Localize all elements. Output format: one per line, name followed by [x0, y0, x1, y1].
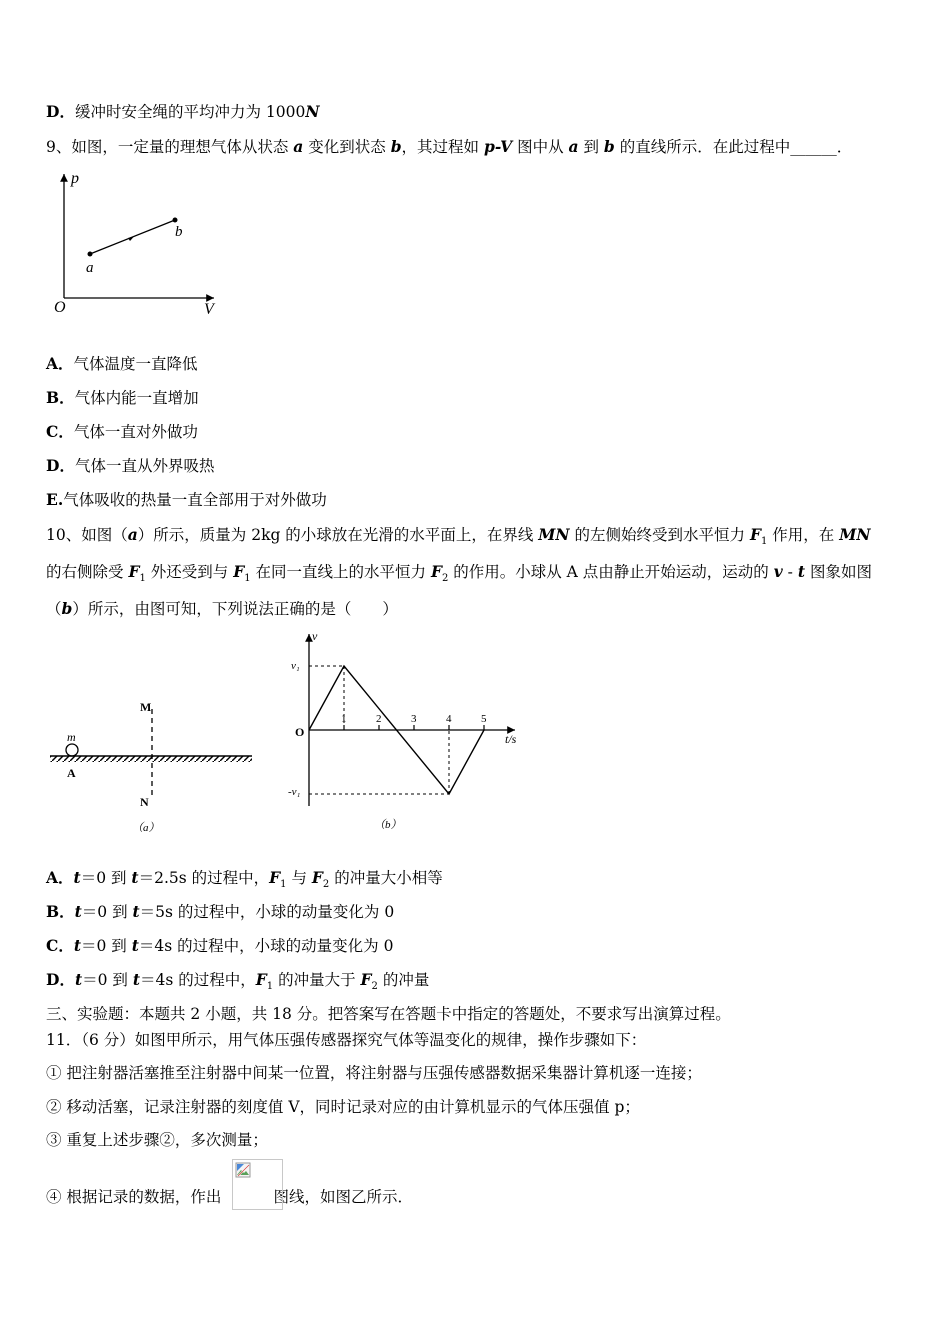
broken-image-icon: [235, 1162, 251, 1178]
label-n: N: [140, 795, 149, 809]
t-axis-label: t/s: [505, 732, 517, 746]
point-a-label: A: [67, 766, 76, 780]
origin-label: O: [54, 299, 66, 316]
q9-option-a: A．气体温度一直降低: [46, 354, 198, 373]
p-axis-label: p: [71, 170, 79, 187]
v-axis-label: V: [204, 301, 214, 318]
q9-option-b: B．气体内能一直增加: [46, 388, 199, 407]
q11-step-4: ④ 根据记录的数据，作出 图线，如图乙所示．: [46, 1188, 413, 1206]
x-tick-label-2: 2: [376, 713, 382, 725]
q11-step-2: ② 移动活塞，记录注射器的刻度值 V，同时记录对应的由计算机显示的气体压强值 p；: [46, 1098, 640, 1116]
q10-option-d: D．t＝0 到 t＝4s 的过程中，$F_1$ 的冲量大于 $F_2$ 的冲量: [46, 970, 430, 993]
point-a-label: a: [86, 260, 94, 276]
v1-label: v₁: [291, 660, 300, 672]
caption-a: （a）: [132, 822, 160, 834]
q9-option-c: C．气体一直对外做功: [46, 422, 198, 441]
point-b-label: b: [175, 224, 183, 240]
x-tick-label-1: 1: [341, 713, 347, 725]
q10-stem-line1: 10、如图（a）所示，质量为 2kg 的小球放在光滑的水平面上，在界线 MN 的左侧始终受到水平恒力 $F_1$ 作用，在 MN: [46, 525, 871, 548]
section-3-heading: 三、实验题：本题共 2 小题，共 18 分。把答案写在答题卡中指定的答题处，不要求写出演算过程。: [46, 1005, 731, 1023]
q10-option-a: A．t＝0 到 t＝2.5s 的过程中，$F_1$ 与 $F_2$ 的冲量大小相等: [46, 868, 443, 891]
x-tick-label-4: 4: [446, 713, 452, 725]
q11-step-1: ① 把注射器活塞推至注射器中间某一位置，将注射器与压强传感器数据采集器计算机逐一连接；: [46, 1064, 702, 1082]
q10-option-b: B．t＝0 到 t＝5s 的过程中，小球的动量变化为 0: [46, 902, 395, 921]
q9-option-d: D．气体一直从外界吸热: [46, 456, 215, 475]
q10-stem-line2: 的右侧除受 $F_1$ 外还受到与 $F_1$ 在同一直线上的水平恒力 $F_2$ 的作用。小球从 A 点由静止开始运动，运动的 v ‐ t 图象如图: [46, 562, 872, 585]
v-axis-label: v: [312, 629, 318, 643]
q10-figure-a: [46, 695, 256, 840]
ground-hatching: [50, 756, 252, 762]
broken-image-placeholder: [232, 1159, 283, 1210]
origin-label: O: [295, 725, 305, 739]
x-tick-label-5: 5: [481, 713, 487, 725]
point-b: [173, 218, 178, 223]
caption-b: （b）: [374, 819, 402, 831]
ball: [66, 744, 78, 756]
q10-option-c: C．t＝0 到 t＝4s 的过程中，小球的动量变化为 0: [46, 936, 394, 955]
x-tick-label-3: 3: [411, 713, 417, 725]
q9-option-e: E.气体吸收的热量一直全部用于对外做功: [46, 490, 327, 509]
label-m: M: [140, 700, 152, 714]
q10-figure-b-vt-chart: [282, 628, 532, 838]
q11-stem: 11．（6 分）如图甲所示，用气体压强传感器探究气体等温变化的规律，操作步骤如下：: [46, 1031, 647, 1049]
mass-label: m: [67, 730, 76, 744]
q9-stem: 9、如图，一定量的理想气体从状态 a 变化到状态 b，其过程如 p-V 图中从 a 到 b 的直线所示．在此过程中______．: [46, 137, 853, 156]
q10-stem-line3: （b）所示，由图可知，下列说法正确的是（ ）: [46, 599, 398, 618]
point-a: [88, 252, 93, 257]
q11-step-3: ③ 重复上述步骤②，多次测量；: [46, 1131, 268, 1149]
neg-v1-label: -v₁: [288, 786, 301, 798]
q9-pv-graph: [48, 168, 228, 320]
q8-option-d: D．缓冲时安全绳的平均冲力为 1000N: [46, 102, 320, 121]
